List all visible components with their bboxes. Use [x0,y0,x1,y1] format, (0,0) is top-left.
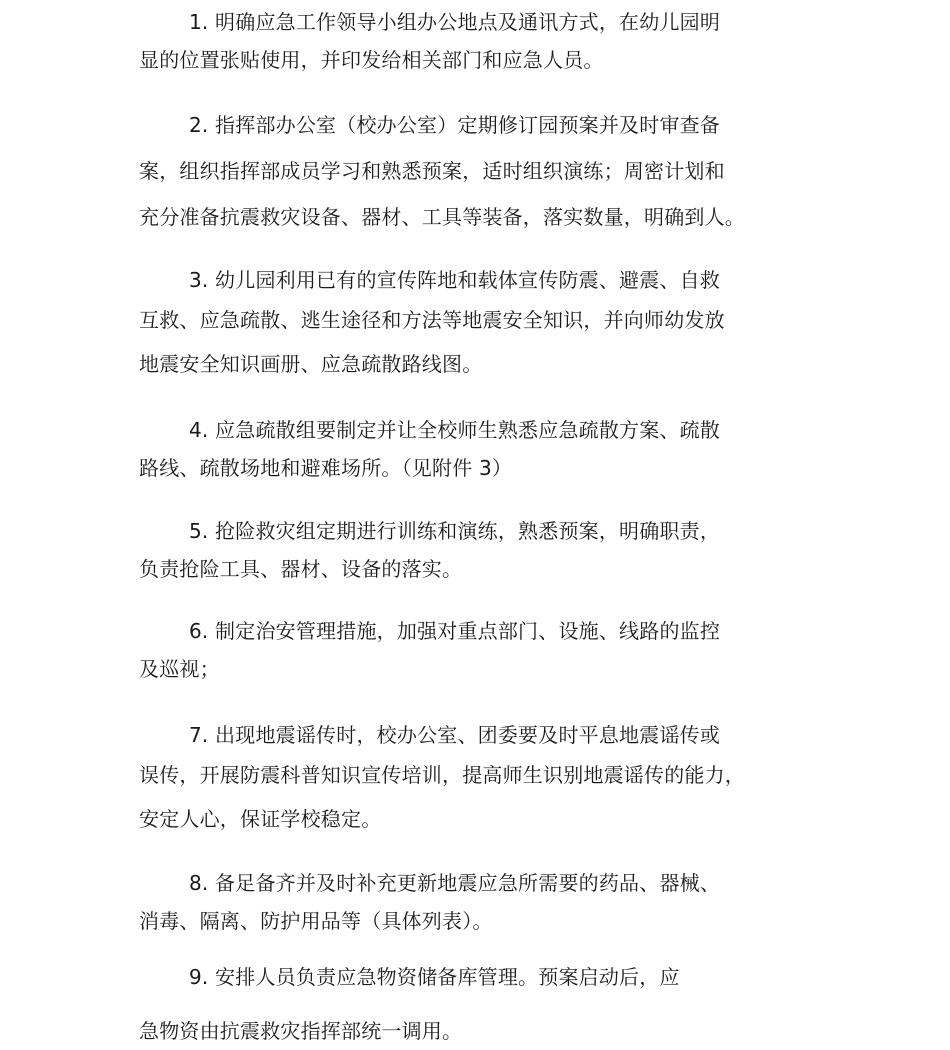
paragraph-line: 1. 明确应急工作领导小组办公地点及通讯方式，在幼儿园明 [189,10,721,34]
paragraph-line: 误传，开展防震科普知识宣传培训，提高师生识别地震谣传的能力， [139,763,745,787]
paragraph-line: 5. 抢险救灾组定期进行训练和演练，熟悉预案，明确职责， [189,519,721,543]
paragraph-line: 6. 制定治安管理措施，加强对重点部门、设施、线路的监控 [189,619,721,643]
paragraph-line: 地震安全知识画册、应急疏散路线图。 [139,352,483,376]
paragraph-line: 9. 安排人员负责应急物资储备库管理。预案启动后，应 [189,965,680,989]
paragraph-line: 2. 指挥部办公室（校办公室）定期修订园预案并及时审查备 [189,113,721,137]
paragraph-line: 案，组织指挥部成员学习和熟悉预案，适时组织演练；周密计划和 [139,159,725,183]
paragraph-line: 及巡视； [139,657,220,681]
paragraph-line: 互救、应急疏散、逃生途径和方法等地震安全知识，并向师幼发放 [139,308,725,332]
paragraph-line: 显的位置张贴使用，并印发给相关部门和应急人员。 [139,48,604,72]
paragraph-line: 4. 应急疏散组要制定并让全校师生熟悉应急疏散方案、疏散 [189,418,721,442]
paragraph-line: 8. 备足备齐并及时补充更新地震应急所需要的药品、器械、 [189,871,721,895]
paragraph-line: 充分准备抗震救灾设备、器材、工具等装备，落实数量，明确到人。 [139,205,745,229]
paragraph-line: 负责抢险工具、器材、设备的落实。 [139,557,463,581]
paragraph-line: 安定人心，保证学校稳定。 [139,807,382,831]
paragraph-line: 3. 幼儿园利用已有的宣传阵地和载体宣传防震、避震、自救 [189,268,721,292]
paragraph-line: 急物资由抗震救灾指挥部统一调用。 [139,1019,463,1043]
paragraph-line: 7. 出现地震谣传时，校办公室、团委要及时平息地震谣传或 [189,723,721,747]
paragraph-line: 消毒、隔离、防护用品等（具体列表）。 [139,909,493,933]
paragraph-line: 路线、疏散场地和避难场所。（见附件 3） [139,456,513,480]
